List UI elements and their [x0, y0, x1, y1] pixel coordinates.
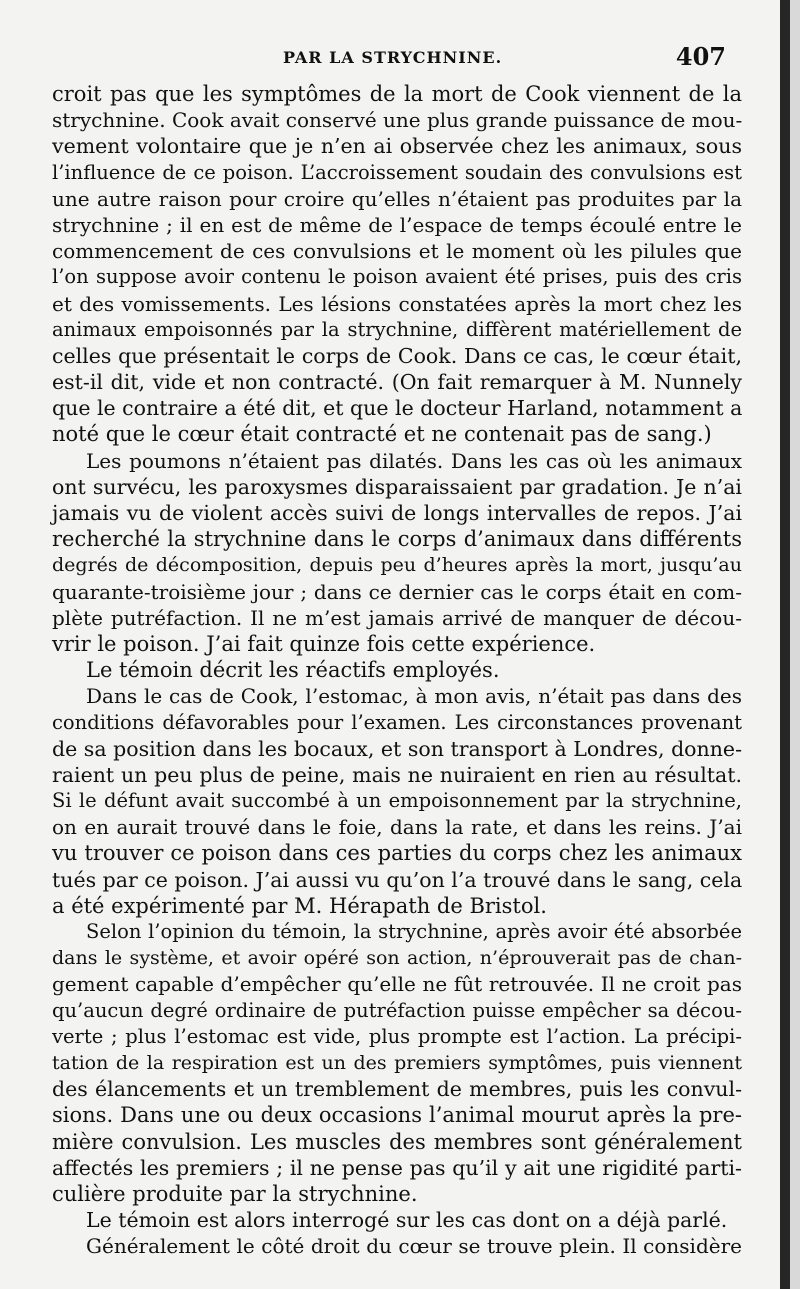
text-line: Généralement le côté droit du cœur se trouve plein. Il considère	[86, 1234, 742, 1259]
text-line: gement capable d’empêcher qu’elle ne fût retrouvée. Il ne croit pas	[52, 972, 742, 997]
text-line: que le contraire a été dit, et que le docteur Harland, notamment a	[52, 396, 743, 421]
text-line: Les poumons n’étaient pas dilatés. Dans les cas où les animaux	[86, 448, 742, 473]
text-line: vement volontaire que je n’en ai observée chez les animaux, sous	[52, 134, 742, 159]
text-line: de sa position dans les bocaux, et son transport à Londres, donne-	[52, 736, 742, 761]
text-line: verte ; plus l’estomac est vide, plus prompte est l’action. La précipi-	[52, 1024, 742, 1048]
text-line: conditions défavorables pour l’examen. Les circonstances provenant	[52, 710, 742, 734]
text-line: raient un peu plus de peine, mais ne nuiraient en rien au résultat.	[52, 762, 742, 787]
text-line: dans le système, et avoir opéré son action, n’éprouverait pas de chan-	[52, 947, 742, 970]
text-line: noté que le cœur était contracté et ne contenait pas de sang.)	[52, 422, 712, 447]
text-line: vu trouver ce poison dans ces parties du corps chez les animaux	[52, 841, 742, 866]
text-line: mière convulsion. Les muscles des membres sont généralement	[52, 1129, 742, 1154]
text-line: Si le défunt avait succombé à un empoisonnement par la strychnine,	[52, 789, 742, 813]
text-line: Dans le cas de Cook, l’estomac, à mon avis, n’était pas dans des	[86, 684, 742, 709]
text-line: a été expérimenté par M. Hérapath de Bristol.	[52, 893, 547, 918]
text-line: Le témoin est alors interrogé sur les cas dont on a déjà parlé.	[86, 1208, 728, 1233]
text-line: est-il dit, vide et non contracté. (On fait remarquer à M. Nunnely	[52, 370, 742, 395]
text-line: ont survécu, les paroxysmes disparaissaient par gradation. Je n’ai	[52, 474, 742, 499]
running-header	[0, 44, 790, 74]
text-line: plète putréfaction. Il ne m’est jamais arrivé de manquer de décou-	[52, 605, 742, 630]
body-text	[52, 81, 742, 1259]
text-line: vrir le poison. J’ai fait quinze fois cette expérience.	[52, 631, 596, 656]
text-line: quarante-troisième jour ; dans ce dernier cas le corps était en com-	[52, 579, 742, 604]
text-line: commencement de ces convulsions et le moment où les pilules que	[52, 239, 742, 264]
text-line: jamais vu de violent accès suivi de longs intervalles de repos. J’ai	[52, 501, 742, 525]
text-line: une autre raison pour croire qu’elles n’étaient pas produites par la	[52, 186, 742, 211]
text-line: on en aurait trouvé dans le foie, dans la rate, et dans les reins. J’ai	[52, 815, 742, 840]
text-line: animaux empoisonnés par la strychnine, diffèrent matériellement de	[52, 317, 742, 341]
text-line: strychnine ; il en est de même de l’espace de temps écoulé entre le	[52, 212, 742, 237]
text-line: Le témoin décrit les réactifs employés.	[86, 658, 500, 683]
running-title: PAR LA STRYCHNINE.	[283, 48, 503, 67]
text-line: sions. Dans une ou deux occasions l’animal mourut après la pre-	[52, 1103, 742, 1128]
page-number: 407	[675, 42, 726, 71]
text-line: affectés les premiers ; il ne pense pas qu’il y ait une rigidité parti-	[52, 1155, 742, 1180]
text-line: l’influence de ce poison. L’accroissement soudain des convulsions est	[52, 160, 742, 184]
text-line: celles que présentait le corps de Cook. Dans ce cas, le cœur était,	[52, 343, 742, 368]
text-line: tués par ce poison. J’ai aussi vu qu’on l’a trouvé dans le sang, cela	[52, 867, 743, 892]
text-line: des élancements et un tremblement de membres, puis les convul-	[52, 1077, 742, 1102]
text-line: tation de la respiration est un des premiers symptômes, puis viennent	[52, 1051, 742, 1074]
text-line: culière produite par la strychnine.	[52, 1181, 418, 1206]
text-line: degrés de décomposition, depuis peu d’heures après la mort, jusqu’au	[52, 554, 742, 577]
page-edge-shadow	[780, 0, 790, 1289]
text-line: croit pas que les symptômes de la mort de Cook viennent de la	[52, 82, 742, 106]
text-line: l’on suppose avoir contenu le poison avaient été prises, puis des cris	[52, 265, 742, 289]
text-line: qu’aucun degré ordinaire de putréfaction puisse empêcher sa décou-	[52, 998, 742, 1022]
text-line: recherché la strychnine dans le corps d’animaux dans différents	[52, 527, 742, 552]
text-line: et des vomissements. Les lésions constatées après la mort chez les	[52, 291, 742, 316]
text-line: Selon l’opinion du témoin, la strychnine, après avoir été absorbée	[86, 920, 742, 943]
text-line: strychnine. Cook avait conservé une plus grande puissance de mou-	[52, 108, 743, 133]
